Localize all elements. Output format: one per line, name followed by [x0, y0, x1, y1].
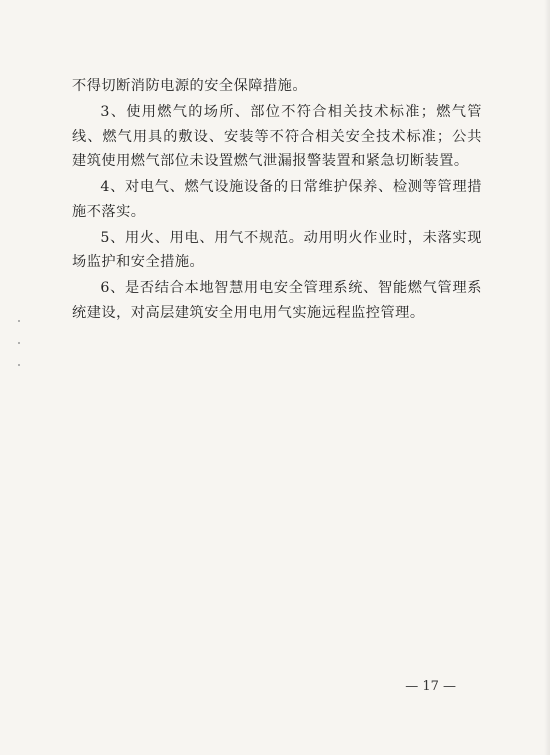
- document-body: [72, 74, 482, 327]
- binding-marks: [18, 320, 22, 380]
- paragraph-item-4: 4、对电气、燃气设施设备的日常维护保养、检测等管理措施不落实。: [72, 179, 482, 220]
- page-number: [0, 679, 550, 694]
- page-number-text: — 17 —: [405, 679, 456, 694]
- paragraph-item-6: 6、是否结合本地智慧用电安全管理系统、智能燃气管理系统建设，对高层建筑安全用电用气实施远程监控管理。: [72, 280, 482, 321]
- paragraph-item-5: 5、用火、用电、用气不规范。动用明火作业时，未落实现场监护和安全措施。: [72, 229, 482, 270]
- page-edge-shadow: [544, 0, 550, 755]
- paragraph-item-3: 3、使用燃气的场所、部位不符合相关技术标准；燃气管线、燃气用具的敷设、安装等不符合相关安全技术标准；公共建筑使用燃气部位未设置燃气泄漏报警装置和紧急切断装置。: [72, 104, 482, 169]
- paragraph-continuation: 不得切断消防电源的安全保障措施。: [72, 78, 308, 94]
